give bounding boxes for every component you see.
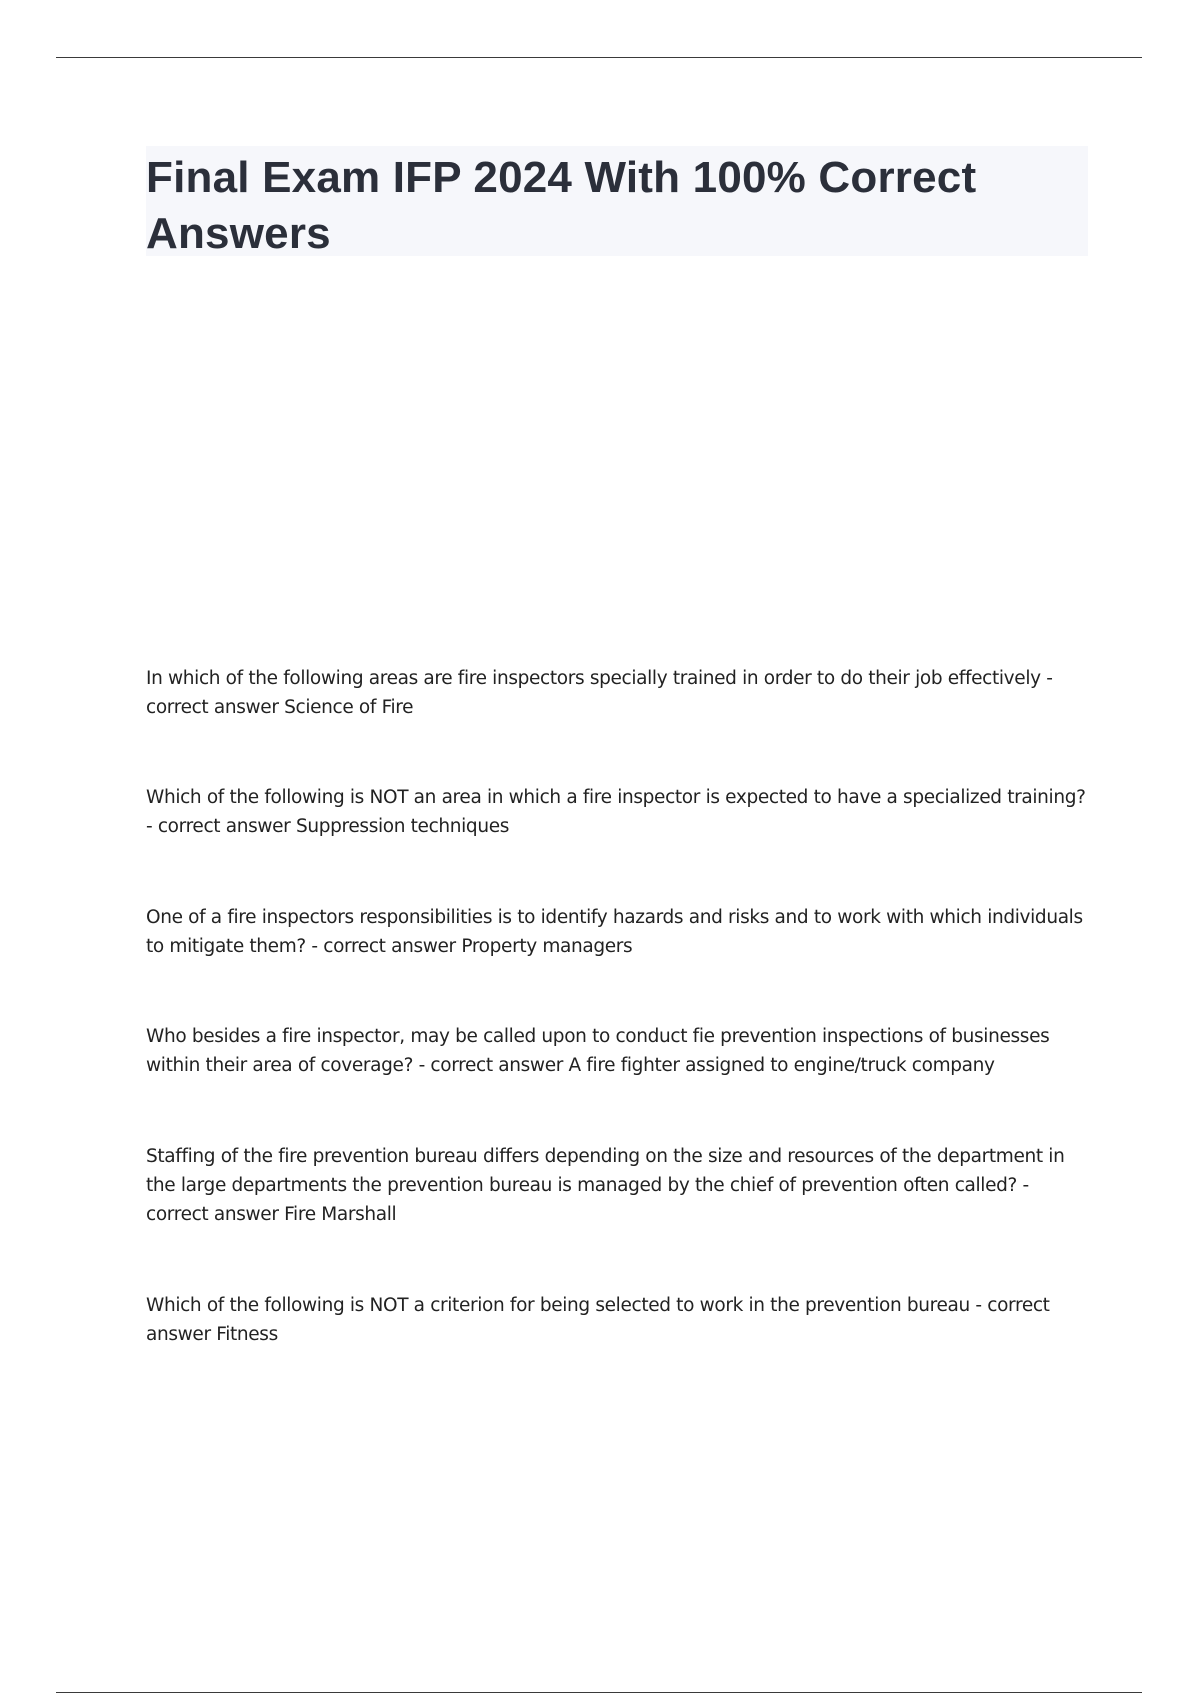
qa-item: Staffing of the fire prevention bureau differs depending on the size and resources of the department in the large departments the prevention bureau is managed by the chief of prevention often called? - correct answer Fire Marshall: [146, 1146, 1065, 1225]
document-title: Final Exam IFP 2024 With 100% Correct Answers: [146, 153, 977, 258]
header-rule: [56, 57, 1142, 58]
qa-item: Who besides a fire inspector, may be called upon to conduct fie prevention inspections of businesses within their area of coverage? - correct answer A fire fighter assigned to engine/truck company: [146, 1026, 1050, 1076]
title-block: [146, 146, 1088, 256]
qa-item: In which of the following areas are fire inspectors specially trained in order to do their job effectively - correct answer Science of Fire: [146, 668, 1053, 718]
footer-rule: [56, 1692, 1142, 1693]
qa-item: Which of the following is NOT an area in which a fire inspector is expected to have a specialized training? - correct answer Suppression techniques: [146, 787, 1086, 837]
qa-item: One of a fire inspectors responsibilities is to identify hazards and risks and to work with which individuals to mitigate them? - correct answer Property managers: [146, 907, 1083, 957]
qa-item: Which of the following is NOT a criterion for being selected to work in the prevention bureau - correct answer Fitness: [146, 1295, 1050, 1345]
